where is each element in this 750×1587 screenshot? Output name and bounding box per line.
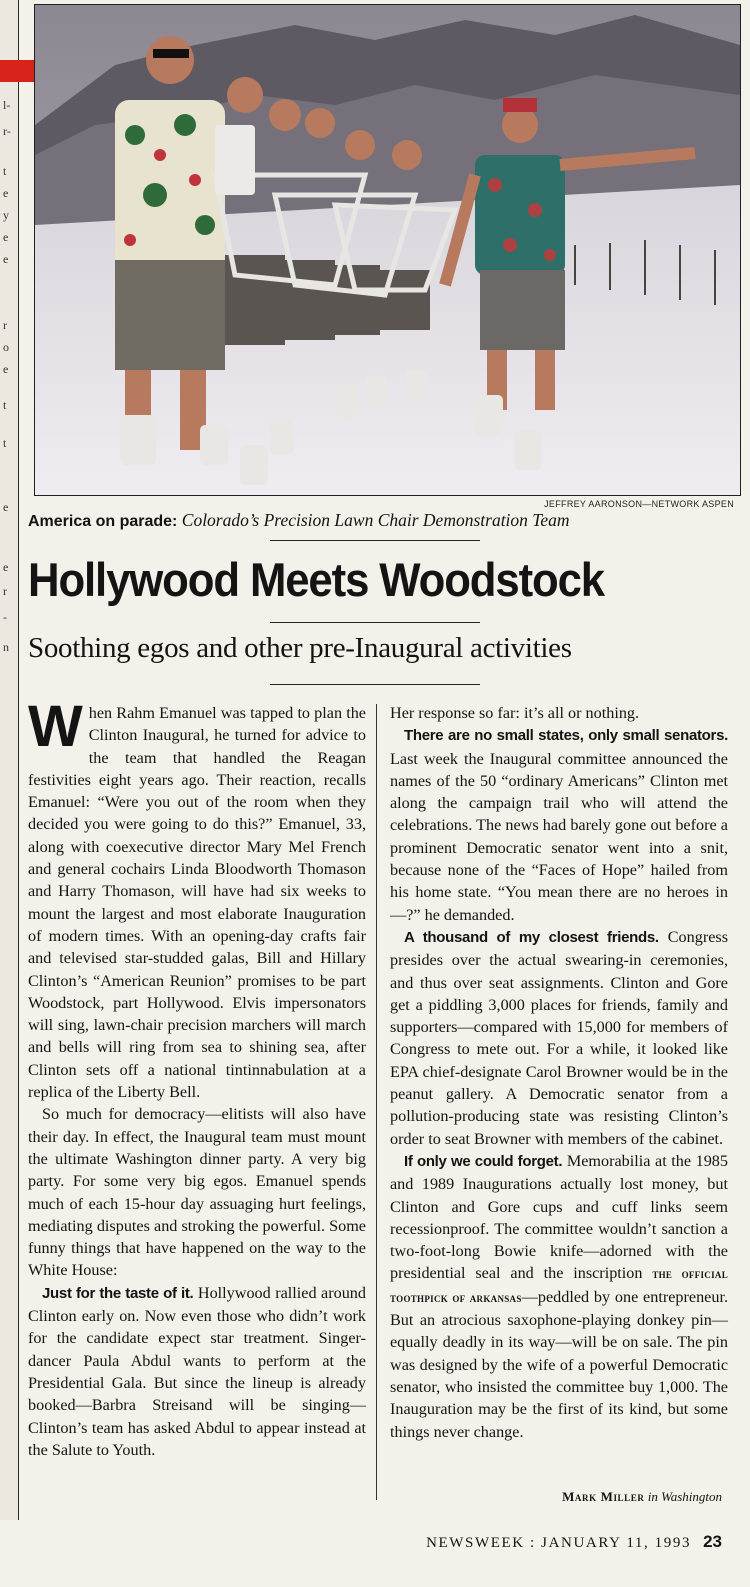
run-in-head: A thousand of my closest friends. (404, 928, 659, 946)
margin-fragment: e (3, 560, 9, 574)
margin-fragment: r (3, 318, 7, 332)
article-column-2 (390, 702, 728, 1443)
caption-lead: America on parade: (28, 513, 178, 530)
margin-fragment: t (3, 436, 7, 450)
paragraph (28, 694, 366, 1103)
caption-text: Colorado’s Precision Lawn Chair Demonstration Team (181, 510, 570, 530)
margin-fragment: e (3, 362, 9, 376)
margin-fragment: r- (3, 124, 11, 138)
small-caps-inscription: the official toothpick of arkansas (390, 1266, 728, 1305)
margin-fragment: e (3, 186, 9, 200)
margin-fragment: - (3, 610, 7, 624)
paragraph-text: hen Rahm Emanuel was tapped to plan the Clinton Inaugural, he turned for advice to the team that handled the Reagan festivities eight years ago. Their reaction, recalls Emanuel: “Were you out of the room when they decided you were going to do this?” Emanuel, 33, along with coexecutive director Mary Mel French and general cochairs Linda Bloodworth Thomason and Harry Thomason, will have had six weeks to mount the largest and most elaborate Inauguration of modern times. With an opening-day crafts fair and televised star-studded galas, Bill and Hillary Clinton’s “American Reunion” promises to be part Woodstock, part Hollywood. Elvis impersonators will sing, lawn-chair precision marchers will march and bells will ring from sea to shining sea, after Clinton sets off a national tintinnabulation at a replica of the Liberty Bell. (28, 704, 366, 1102)
paragraph-text: —peddled by one entrepreneur. But an atrocious saxophone-playing donkey pin—equally deadly in its way—will be on sale. The pin was designed by the wife of a powerful Democratic senator, who insisted the committee buy 1,000. The Inauguration may be the first of its kind, but some things never change. (390, 1287, 728, 1441)
byline-name: Mark Miller (562, 1489, 645, 1504)
column-divider (376, 704, 377, 1500)
magazine-issue: NEWSWEEK : JANUARY 11, 1993 (426, 1535, 692, 1551)
margin-fragment: r (3, 584, 7, 598)
paragraph: Her response so far: it’s all or nothing. (390, 704, 640, 722)
paragraph (28, 1282, 366, 1461)
margin-fragment: l- (3, 98, 11, 112)
paragraph: So much for democracy—elitists will also have their day. In effect, the Inaugural team must mount the ultimate Washington dinner party. A very big party. For some very big egos. Emanuel spends much of each 15-hour day assuaging hurt feelings, mediating disputes and stroking the powerful. Some funny things that have happened on the way to the White House: (28, 1105, 366, 1280)
paragraph-text: Hollywood rallied around Clinton early on. Now even those who didn’t work for the candidate expect star treatment. Singer-dancer Paula Abdul wants to perform at the Presidential Gala. But since the lineup is already booked—Barbra Streisand will be singing—Clinton’s team has asked Abdul to appear instead at the Salute to Youth. (28, 1283, 366, 1459)
margin-fragment: e (3, 230, 9, 244)
headline-rule-top (270, 540, 480, 541)
page-number: 23 (703, 1532, 722, 1551)
red-section-tab (0, 60, 34, 82)
margin-fragment: e (3, 252, 9, 266)
page-footer (426, 1532, 722, 1552)
paragraph (390, 724, 728, 926)
adjacent-page-margin (0, 0, 19, 1520)
article-column-1 (28, 694, 366, 1461)
headline: Hollywood Meets Woodstock (28, 553, 605, 606)
paragraph-text: Last week the Inaugural committee announced the names of the 50 “ordinary Americans” Clinton met along the campaign trail who will attend the celebrations. The news had barely gone out before a prominent Democratic senator went into a snit, because none of the “Faces of Hope” hailed from his home state. “You mean there are no heroes in —?” he demanded. (390, 749, 728, 924)
margin-fragment: o (3, 340, 9, 354)
margin-fragment: n (3, 640, 9, 654)
headline-rule-bottom (270, 622, 480, 623)
byline-location: in Washington (647, 1489, 722, 1504)
photo-caption (28, 510, 728, 531)
margin-fragment: t (3, 164, 7, 178)
run-in-head: If only we could forget. (404, 1152, 563, 1170)
margin-fragment: y (3, 208, 9, 222)
byline (562, 1489, 722, 1505)
paragraph-text: Congress presides over the actual swearing-in ceremonies, and thus over seat assignments. Clinton and Gore get a piddling 3,000 places for friends, family and supporters—compared with 15,000 for members of Congress to mete out. For a while, it looked like EPA chief-designate Carol Browner would be in the peanut gallery. A Democratic senator from a pollution-producing state was resisting Clinton’s order to seat Browner with members of the cabinet. (390, 927, 728, 1148)
run-in-head: There are no small states, only small senators. (404, 727, 728, 745)
subhead-rule (270, 684, 480, 685)
run-in-head: Just for the taste of it. (42, 1284, 194, 1302)
lawn-chair-team-photo (34, 4, 741, 496)
margin-fragment: e (3, 500, 9, 514)
photo-credit: JEFFREY AARONSON—NETWORK ASPEN (544, 499, 734, 509)
margin-fragment: t (3, 398, 7, 412)
paragraph (390, 926, 728, 1150)
paragraph (390, 1150, 728, 1443)
drop-cap: W (28, 694, 83, 759)
subhead: Soothing egos and other pre-Inaugural activities (28, 632, 572, 664)
paragraph-text: Memorabilia at the 1985 and 1989 Inaugurations actually lost money, but Clinton and Gore cups and cuff links seem recessionproof. The committee wouldn’t sanction a two-foot-long Bowie knife—adorned with the presidential seal and the inscription (390, 1151, 728, 1283)
